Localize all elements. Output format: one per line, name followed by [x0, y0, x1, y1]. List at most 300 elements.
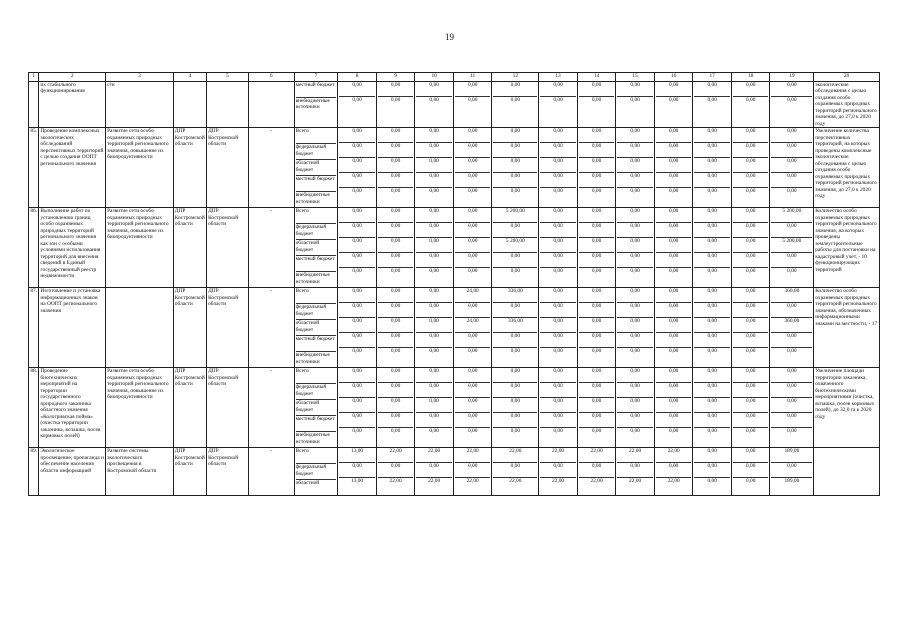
funding-value: 0,00	[630, 128, 640, 135]
funding-values-cell	[415, 448, 454, 496]
activity-name: Выполнение работ по установлению границ особо охраняемых природных территорий регионального значения как зон с особыми условиями использования территорий для внесения сведений в Единый государственный реестр недвижимости	[39, 208, 106, 288]
funding-values-cell	[415, 208, 454, 288]
funding-value: 0,00	[416, 412, 452, 427]
funding-value: 0,00	[617, 222, 653, 237]
funding-value: 0,00	[493, 157, 537, 172]
funding-value: 0,00	[493, 302, 537, 317]
funding-values-cell	[616, 288, 655, 368]
funding-value: 0,00	[493, 222, 537, 237]
funding-value: 0,00	[694, 412, 730, 427]
funding-values-cell	[616, 82, 655, 128]
funding-value: 0,00	[733, 317, 769, 332]
activity-name: их стабильного функционирования	[39, 82, 106, 128]
funding-value: 360,00	[771, 317, 812, 332]
funding-value: 0,00	[416, 302, 452, 317]
funding-value: 360,00	[784, 288, 800, 295]
funding-value: 0,00	[455, 252, 491, 267]
funding-value: 22,00	[656, 477, 692, 492]
funding-value: 22,00	[466, 448, 479, 455]
funding-value: 0,00	[707, 288, 717, 295]
column-number: 7	[294, 73, 338, 82]
funding-value: 0,00	[416, 96, 452, 111]
funding-value: 0,00	[540, 157, 576, 172]
activity-coexecutor: ДПР Костромской области	[207, 448, 249, 496]
funding-source-label: федеральный бюджет	[296, 383, 337, 399]
funding-value: 0,00	[455, 302, 491, 317]
funding-value: 0,00	[378, 222, 414, 237]
funding-value: 0,00	[455, 427, 491, 442]
funding-value: 0,00	[339, 267, 375, 282]
funding-source-label: местный бюджет	[296, 175, 337, 191]
funding-value: 5 200,00	[782, 208, 802, 215]
funding-value: 0,00	[694, 142, 730, 157]
funding-values-cell	[693, 448, 732, 496]
activity-term: -	[248, 128, 294, 208]
funding-source-label: внебюджетные источники	[296, 431, 337, 447]
table-row	[29, 208, 880, 288]
funding-value: 0,00	[707, 128, 717, 135]
activity-name: Проведение комплексных экологических обследований перспективных территорий с целью создания ООПТ регионального значения	[39, 128, 106, 208]
funding-value: 0,00	[694, 267, 730, 282]
funding-value: 0,00	[733, 142, 769, 157]
funding-value: 0,00	[339, 412, 375, 427]
funding-value: 0,00	[579, 252, 615, 267]
funding-value: 0,00	[339, 332, 375, 347]
funding-value: 0,00	[733, 427, 769, 442]
funding-value: 0,00	[733, 252, 769, 267]
funding-values-cell	[577, 208, 616, 288]
funding-value: 0,00	[493, 172, 537, 187]
funding-value: 0,00	[579, 142, 615, 157]
funding-values-cell	[654, 128, 693, 208]
funding-value: 13,00	[351, 448, 364, 455]
funding-value: 0,00	[694, 397, 730, 412]
funding-value: 0,00	[771, 252, 812, 267]
column-number: 11	[453, 73, 492, 82]
activity-task: сти	[106, 82, 174, 128]
activity-executor: ДПР Костромской области	[173, 288, 206, 368]
funding-source-label: федеральный бюджет	[296, 223, 337, 239]
funding-value: 0,00	[617, 332, 653, 347]
funding-value: 0,00	[339, 157, 375, 172]
activity-result: Количество особо охраняемых природных территорий регионального значения, на которых проведены землеустроительные работы для постановки на кадастровый учет, - 10 функционирующих территорий	[814, 208, 880, 288]
funding-value: 0,00	[733, 222, 769, 237]
funding-value: 0,00	[339, 252, 375, 267]
funding-value: 0,00	[787, 368, 797, 375]
funding-source-label: внебюджетные источники	[296, 271, 337, 287]
activity-number	[29, 82, 39, 128]
funding-value: 0,00	[694, 222, 730, 237]
table-row	[29, 288, 880, 368]
funding-value: 0,00	[579, 382, 615, 397]
funding-value: 0,00	[733, 382, 769, 397]
funding-value: 0,00	[617, 462, 653, 477]
funding-value: 0,00	[455, 412, 491, 427]
funding-sources-cell	[294, 208, 338, 288]
funding-value: 0,00	[540, 317, 576, 332]
funding-value: 0,00	[694, 187, 730, 202]
funding-value: 0,00	[378, 187, 414, 202]
funding-value: 13,00	[339, 477, 375, 492]
funding-values-cell	[577, 448, 616, 496]
funding-sources-cell	[294, 368, 338, 448]
funding-value: 0,00	[656, 222, 692, 237]
funding-value: 0,00	[771, 347, 812, 362]
funding-value: 0,00	[540, 237, 576, 252]
funding-values-cell	[616, 128, 655, 208]
funding-values-cell	[338, 128, 377, 208]
funding-value: 0,00	[733, 187, 769, 202]
funding-value: 0,00	[591, 288, 602, 295]
funding-value: 0,00	[455, 267, 491, 282]
funding-value: 0,00	[540, 332, 576, 347]
funding-value: 0,00	[707, 448, 717, 455]
funding-source-label: Всего	[295, 448, 309, 455]
funding-value: 0,00	[378, 267, 414, 282]
funding-values-cell	[770, 448, 814, 496]
funding-values-cell	[539, 208, 578, 288]
activity-executor: ДПР Костромской области	[173, 368, 206, 448]
funding-value: 0,00	[493, 382, 537, 397]
funding-value: 0,00	[694, 96, 730, 111]
funding-value: 0,00	[378, 462, 414, 477]
activity-task: Развитие сети особо охраняемых природных территорий регионального значения, повышение их биопродуктивности	[106, 128, 174, 208]
funding-value: 0,00	[510, 368, 521, 375]
funding-value: 0,00	[493, 347, 537, 362]
funding-values-cell	[453, 82, 492, 128]
funding-value: 22,00	[378, 477, 414, 492]
funding-value: 0,00	[617, 96, 653, 111]
funding-values-cell	[492, 288, 539, 368]
funding-value: 0,00	[579, 412, 615, 427]
activity-term: -	[248, 368, 294, 448]
activity-term: -	[248, 288, 294, 368]
funding-value: 0,00	[771, 412, 812, 427]
funding-value: 0,00	[416, 427, 452, 442]
funding-value: 0,00	[694, 427, 730, 442]
funding-value: 0,00	[733, 157, 769, 172]
funding-source-label: внебюджетные источники	[296, 97, 337, 113]
column-number: 9	[376, 73, 415, 82]
funding-value: 0,00	[656, 302, 692, 317]
funding-value: 5 200,00	[493, 237, 537, 252]
funding-value: 0,00	[656, 96, 692, 111]
funding-value: 0,00	[467, 128, 478, 135]
funding-value: 0,00	[771, 142, 812, 157]
funding-sources-cell	[294, 128, 338, 208]
funding-value: 0,00	[656, 237, 692, 252]
funding-values-cell	[492, 82, 539, 128]
funding-values-cell	[415, 288, 454, 368]
column-number: 6	[248, 73, 294, 82]
activity-task: Развитие сети особо охраняемых природных территорий регионального значения, повышение их биопродуктивности	[106, 208, 174, 288]
funding-value: 0,00	[694, 252, 730, 267]
funding-value: 0,00	[591, 368, 602, 375]
funding-value: 0,00	[416, 237, 452, 252]
funding-value: 0,00	[617, 267, 653, 282]
funding-values-cell	[539, 128, 578, 208]
activity-executor	[173, 82, 206, 128]
funding-values-cell	[577, 82, 616, 128]
column-number: 2	[39, 73, 106, 82]
funding-value: 0,00	[746, 448, 756, 455]
funding-value: 22,00	[667, 448, 680, 455]
funding-values-cell	[693, 82, 732, 128]
funding-value: 0,00	[733, 96, 769, 111]
funding-source-label: федеральный бюджет	[296, 463, 337, 479]
funding-value: 0,00	[493, 462, 537, 477]
funding-value: 22,00	[551, 448, 565, 455]
funding-value: 0,00	[617, 347, 653, 362]
funding-value: 0,00	[707, 208, 717, 215]
activity-task: Развитие системы экологического просвещения в Костромской области	[106, 448, 174, 496]
funding-values-cell	[415, 128, 454, 208]
funding-value: 0,00	[416, 252, 452, 267]
funding-values-cell	[338, 448, 377, 496]
funding-value: 0,00	[455, 462, 491, 477]
funding-value: 0,00	[656, 332, 692, 347]
funding-value: 0,00	[746, 208, 756, 215]
funding-value: 0,00	[617, 302, 653, 317]
funding-source-label: внебюджетные источники	[296, 351, 337, 367]
funding-value: 0,00	[579, 427, 615, 442]
funding-value: 22,00	[493, 477, 537, 492]
activity-result: Увеличение количества перспективных территорий, на которых проведены комплексные экологические обследования с целью создания особо охраняемых природных территорий регионального значения, до 27,0 к 2020 году	[814, 128, 880, 208]
funding-value: 0,00	[378, 157, 414, 172]
funding-values-cell	[616, 208, 655, 288]
funding-values-cell	[654, 368, 693, 448]
funding-source-label: внебюджетные источники	[296, 191, 337, 207]
funding-source-label: областной	[296, 479, 337, 495]
funding-value: 0,00	[733, 267, 769, 282]
funding-values-cell	[376, 368, 415, 448]
funding-value: 336,00	[507, 288, 523, 295]
column-number: 4	[173, 73, 206, 82]
funding-value: 0,00	[493, 427, 537, 442]
funding-value: 0,00	[455, 172, 491, 187]
funding-value: 5 200,00	[505, 208, 525, 215]
column-number: 1	[29, 73, 39, 82]
funding-values-cell	[577, 128, 616, 208]
funding-value: 0,00	[416, 172, 452, 187]
funding-value: 0,00	[787, 128, 797, 135]
funding-value: 0,00	[656, 187, 692, 202]
funding-value: 0,00	[617, 427, 653, 442]
funding-value: 0,00	[656, 267, 692, 282]
funding-values-cell	[492, 368, 539, 448]
funding-value: 22,00	[590, 448, 603, 455]
activity-coexecutor: ДПР Костромской области	[207, 128, 249, 208]
funding-values-cell	[453, 208, 492, 288]
funding-values-cell	[654, 288, 693, 368]
funding-value: 0,00	[733, 462, 769, 477]
funding-value: 0,00	[694, 477, 730, 492]
funding-value: 0,00	[352, 128, 362, 135]
funding-value: 0,00	[668, 368, 679, 375]
funding-value: 0,00	[455, 397, 491, 412]
funding-value: 0,00	[339, 427, 375, 442]
funding-value: 0,00	[579, 397, 615, 412]
funding-value: 0,00	[467, 82, 478, 88]
funding-value: 0,00	[378, 412, 414, 427]
funding-value: 0,00	[339, 222, 375, 237]
funding-value: 0,00	[467, 368, 478, 375]
funding-values-cell	[539, 448, 578, 496]
funding-value: 0,00	[378, 302, 414, 317]
funding-value: 0,00	[591, 128, 602, 135]
funding-value: 0,00	[455, 382, 491, 397]
funding-value: 0,00	[617, 412, 653, 427]
funding-sources-cell	[294, 288, 338, 368]
funding-value: 0,00	[771, 172, 812, 187]
funding-value: 0,00	[771, 302, 812, 317]
funding-values-cell	[654, 448, 693, 496]
funding-values-cell	[539, 368, 578, 448]
funding-value: 0,00	[493, 397, 537, 412]
funding-value: 0,00	[746, 288, 756, 295]
funding-value: 0,00	[493, 252, 537, 267]
funding-value: 22,00	[540, 477, 576, 492]
funding-value: 22,00	[428, 448, 441, 455]
funding-value: 0,00	[540, 187, 576, 202]
funding-value: 0,00	[579, 237, 615, 252]
funding-values-cell	[338, 208, 377, 288]
funding-value: 0,00	[416, 157, 452, 172]
column-number-row	[29, 73, 880, 82]
funding-value: 22,00	[509, 448, 522, 455]
funding-value: 0,00	[378, 96, 414, 111]
funding-value: 0,00	[540, 462, 576, 477]
activity-number: 88.	[29, 368, 39, 448]
column-number: 17	[693, 73, 732, 82]
funding-value: 0,00	[591, 82, 602, 88]
funding-value: 0,00	[339, 237, 375, 252]
funding-value: 0,00	[617, 172, 653, 187]
column-number: 12	[492, 73, 539, 82]
activity-executor: ДПР Костромской области	[173, 448, 206, 496]
funding-values-cell	[453, 448, 492, 496]
funding-value: 0,00	[617, 382, 653, 397]
funding-values-cell	[376, 128, 415, 208]
funding-value: 0,00	[579, 332, 615, 347]
funding-value: 0,00	[416, 397, 452, 412]
funding-value: 0,00	[694, 172, 730, 187]
funding-value: 0,00	[352, 208, 362, 215]
funding-value: 0,00	[617, 142, 653, 157]
funding-value: 24,00	[466, 288, 479, 295]
table-row	[29, 82, 880, 128]
funding-value: 189,00	[784, 448, 800, 455]
funding-value: 0,00	[579, 267, 615, 282]
funding-value: 22,00	[617, 477, 653, 492]
funding-value: 0,00	[339, 172, 375, 187]
funding-value: 0,00	[378, 347, 414, 362]
activity-coexecutor	[207, 82, 249, 128]
activity-term: -	[248, 208, 294, 288]
funding-value: 0,00	[656, 382, 692, 397]
funding-value: 0,00	[656, 157, 692, 172]
funding-value: 0,00	[352, 288, 362, 295]
column-number: 3	[106, 73, 174, 82]
activity-name: Проведение биотехнических мероприятий на территории государственного природного заказника областного значения «Кологривская пойма» (очистка территории заказника, вспашка, посев кормовых полей)	[39, 368, 106, 448]
funding-values-cell	[338, 82, 377, 128]
funding-values-cell	[770, 128, 814, 208]
funding-value: 0,00	[429, 208, 439, 215]
funding-value: 0,00	[540, 427, 576, 442]
funding-source-label: федеральный бюджет	[296, 143, 337, 159]
funding-value: 0,00	[455, 142, 491, 157]
funding-values-cell	[616, 448, 655, 496]
funding-value: 22,00	[455, 477, 491, 492]
funding-values-cell	[693, 128, 732, 208]
activity-number: 87.	[29, 288, 39, 368]
funding-value: 0,00	[339, 397, 375, 412]
funding-value: 0,00	[746, 128, 756, 135]
activity-number: 85.	[29, 128, 39, 208]
funding-value: 0,00	[540, 412, 576, 427]
column-number: 15	[616, 73, 655, 82]
funding-values-cell	[453, 368, 492, 448]
funding-values-cell	[693, 288, 732, 368]
funding-value: 0,00	[352, 82, 362, 88]
funding-values-cell	[770, 368, 814, 448]
funding-values-cell	[338, 368, 377, 448]
funding-source-label: Всего	[295, 128, 309, 135]
funding-value: 0,00	[493, 267, 537, 282]
funding-source-label: Всего	[295, 368, 309, 375]
table-row	[29, 128, 880, 208]
funding-values-cell	[654, 82, 693, 128]
funding-value: 0,00	[378, 142, 414, 157]
funding-value: 0,00	[579, 222, 615, 237]
funding-value: 0,00	[352, 368, 362, 375]
funding-values-cell	[376, 448, 415, 496]
activity-executor: ДПР Костромской области	[173, 208, 206, 288]
funding-source-label: Всего	[295, 208, 309, 215]
funding-values-cell	[376, 208, 415, 288]
column-number: 18	[731, 73, 770, 82]
activity-task	[106, 288, 174, 368]
funding-value: 0,00	[540, 267, 576, 282]
funding-value: 22,00	[416, 477, 452, 492]
funding-value: 0,00	[455, 332, 491, 347]
funding-value: 0,00	[455, 347, 491, 362]
funding-value: 0,00	[339, 462, 375, 477]
funding-value: 0,00	[668, 82, 679, 88]
funding-value: 0,00	[510, 82, 521, 88]
funding-value: 0,00	[617, 252, 653, 267]
funding-value: 0,00	[733, 332, 769, 347]
funding-value: 0,00	[733, 347, 769, 362]
funding-values-cell	[453, 128, 492, 208]
activity-coexecutor: ДПР Костромской области	[207, 288, 249, 368]
funding-value: 0,00	[390, 368, 401, 375]
funding-value: 0,00	[617, 317, 653, 332]
funding-value: 0,00	[339, 142, 375, 157]
column-number: 10	[415, 73, 454, 82]
table-row	[29, 448, 880, 496]
funding-value: 0,00	[694, 317, 730, 332]
funding-source-label: местный бюджет	[296, 335, 337, 351]
program-activities-table	[28, 72, 880, 496]
activity-executor: ДПР Костромской области	[173, 128, 206, 208]
funding-value: 0,00	[771, 427, 812, 442]
funding-value: 0,00	[493, 187, 537, 202]
funding-value: 0,00	[630, 208, 640, 215]
funding-value: 0,00	[668, 288, 679, 295]
funding-value: 336,00	[493, 317, 537, 332]
funding-value: 0,00	[540, 347, 576, 362]
